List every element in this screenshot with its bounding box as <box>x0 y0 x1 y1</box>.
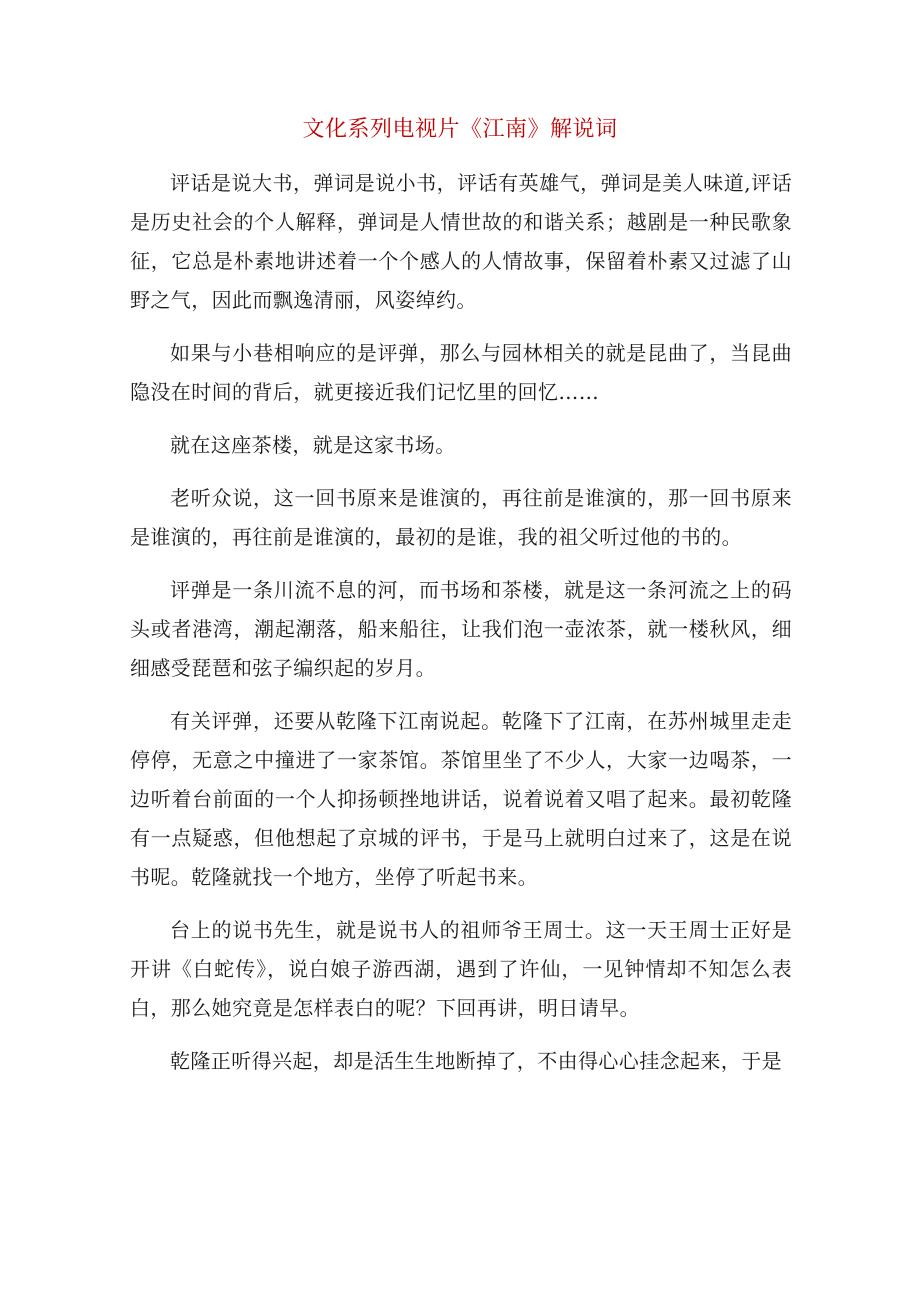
paragraph-6: 有关评弹，还要从乾隆下江南说起。乾隆下了江南，在苏州城里走走停停，无意之中撞进了一家茶馆。茶馆里坐了不少人，大家一边喝茶，一边听着台前面的一个人抑扬顿挫地讲话，说着说着又唱了起来。最初乾隆有一点疑惑，但他想起了京城的评书，于是马上就明白过来了，这是在说书呢。乾隆就找一个地方，坐停了听起书来。 <box>130 709 792 889</box>
paragraph-2: 如果与小巷相响应的是评弹，那么与园林相关的就是昆曲了，当昆曲隐没在时间的背后，就更接近我们记忆里的回忆…… <box>130 341 792 404</box>
paragraph-1: 评话是说大书，弹词是说小书，评话有英雄气，弹词是美人味道,评话是历史社会的个人解释，弹词是人情世故的和谐关系；越剧是一种民歌象征，它总是朴素地讲述着一个个感人的人情故事，保留着朴素又过滤了山野之气，因此而飘逸清丽，风姿绰约。 <box>130 171 792 312</box>
paragraph-3: 就在这座茶楼，就是这家书场。 <box>170 433 456 457</box>
paragraph-8: 乾隆正听得兴起，却是活生生地断掉了，不由得心心挂念起来，于是 <box>170 1049 782 1073</box>
paragraph-5: 评弹是一条川流不息的河，而书场和茶楼，就是这一条河流之上的码头或者港湾，潮起潮落，船来船往，让我们泡一壶浓茶，就一楼秋风，细细感受琵琶和弦子编织起的岁月。 <box>130 578 792 680</box>
paragraph-7: 台上的说书先生，就是说书人的祖师爷王周士。这一天王周士正好是开讲《白蛇传》，说白娘子游西湖，遇到了许仙，一见钟情却不知怎么表白，那么她究竟是怎样表白的呢？下回再讲，明日请早。 <box>130 918 792 1020</box>
document-body <box>130 164 792 1095</box>
document-title: 文化系列电视片《江南》解说词 <box>302 117 618 142</box>
paragraph-4: 老听众说，这一回书原来是谁演的，再往前是谁演的，那一回书原来是谁演的，再往前是谁演的，最初的是谁，我的祖父听过他的书的。 <box>130 486 792 549</box>
